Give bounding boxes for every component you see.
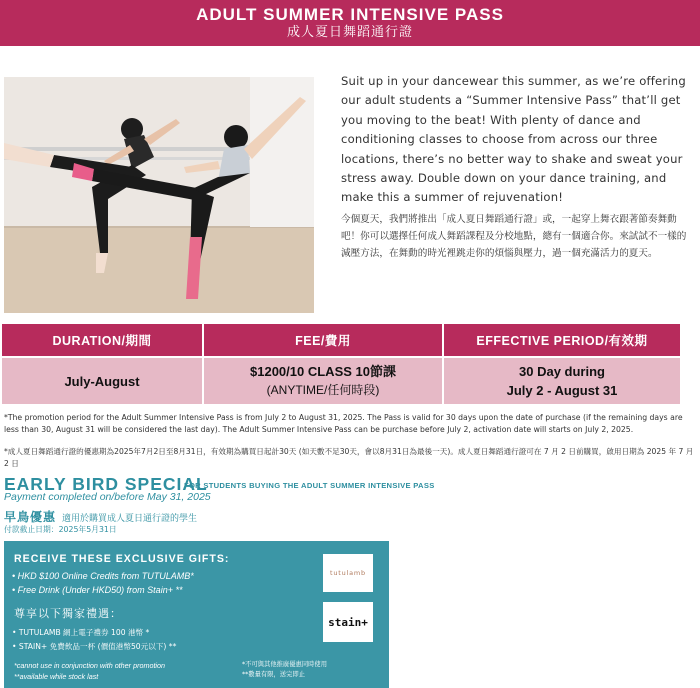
gifts-list-zh: [12, 626, 176, 654]
intro-text-zh: 今個夏天，我們將推出「成人夏日舞蹈通行證」或，一起穿上舞衣跟著節奏舞動吧！你可以選擇任何成人舞蹈課程及分校地點，總有一個適合你。來試試不一樣的減壓方法，在舞動的時光裡跳走你的煩惱與壓力，過一個充滿活力的夏天。: [341, 214, 687, 259]
duration-value: July-August: [64, 373, 140, 389]
early-bird-payment-deadline-zh: 付款截止日期：2025年5月31日: [4, 525, 117, 534]
stain-logo: [323, 602, 373, 642]
dancers-photo: [4, 77, 314, 313]
early-bird-title-zh: 早鳥優惠: [4, 510, 57, 524]
gifts-heading-en: RECEIVE THESE EXCLUSIVE GIFTS:: [14, 553, 230, 565]
header-banner: [0, 0, 700, 46]
gifts-panel: [4, 541, 389, 688]
tutulamb-logo-text: tutulamb: [330, 569, 366, 577]
period-value-line2: July 2 - August 31: [506, 383, 618, 398]
fee-header: FEE/費用: [204, 324, 442, 356]
pass-title-en: ADULT SUMMER INTENSIVE PASS: [196, 5, 504, 24]
terms-note-zh: *成人夏日舞蹈通行證的優惠期為2025年7月2日至8月31日，有效期為購買日起計30天 (如天數不足30天，會以8月31日為最後一天)。成人夏日舞蹈通行證可在 7 月 2 日前購買，啟用日期為 2025 年 7 月 2 日: [4, 447, 694, 468]
intro-text-en: Suit up in your dancewear this summer, as we’re offering our adult students a “Summer Intensive Pass” that’ll get you moving to the beat! With plenty of dance and conditioning classes to choose from across our three locations, there’s no better way to shake and sweat your stress away. Double down on your dance training, and make this a summer of rejuvenation!: [341, 74, 686, 205]
early-bird-eligibility-en: FOR STUDENTS BUYING THE ADULT SUMMER INTENSIVE PASS: [184, 481, 435, 490]
early-bird-eligibility-zh: 適用於購買成人夏日通行證的學生: [62, 514, 198, 524]
fee-value-cell: [204, 358, 442, 404]
footnote-while-stock-last: **available while stock last: [14, 672, 99, 681]
gift-item-tutulamb-credit: • HKD $100 Online Credits from TUTULAMB*: [12, 571, 194, 581]
early-bird-title: EARLY BIRD SPECIAL: [4, 474, 208, 494]
footnote-while-stock-last-zh: **數量有限，送完即止: [242, 671, 305, 678]
gift-item-tutulamb-credit-zh: • TUTULAMB 網上電子禮券 100 港幣 *: [12, 628, 150, 637]
gifts-heading-zh: 尊享以下獨家禮遇：: [14, 607, 122, 620]
fee-value: $1200/10 CLASS 10節課: [250, 364, 396, 379]
gifts-footnotes-en: [14, 660, 165, 682]
gift-item-stain-drink: • Free Drink (Under HKD50) from Stain+ **: [12, 585, 183, 595]
gift-item-stain-drink-zh: • STAIN+ 免費飲品一杯 (價值港幣50元以下) **: [12, 642, 177, 651]
footnote-no-conjunction: *cannot use in conjunction with other promotion: [14, 661, 166, 670]
duration-header: DURATION/期間: [2, 324, 202, 356]
period-value-line1: 30 Day during: [519, 364, 605, 379]
gifts-list-en: [12, 569, 194, 597]
gifts-footnotes-zh: [242, 660, 327, 680]
footnote-no-conjunction-zh: *不可與其他推廣優惠同時使用: [242, 661, 328, 668]
early-bird-payment-deadline-en: Payment completed on/before May 31, 2025: [4, 491, 211, 503]
fee-time-note: (ANYTIME/任何時段): [266, 383, 380, 397]
pass-details-table: [2, 324, 680, 404]
stain-logo-text: stain+: [328, 615, 368, 629]
dancers-illustration: [4, 77, 314, 313]
effective-period-value-cell: [444, 358, 680, 404]
duration-value-cell: [2, 358, 202, 404]
terms-note-en: *The promotion period for the Adult Summer Intensive Pass is from July 2 to August 31, 2025. The Pass is valid for 30 days upon the date of purchase (if the remaining days are less than 30, August 31 will be considered the last day). The Adult Summer Intensive Pass can be purchase before July 2, activation date will starts on July 2, 2025.: [4, 413, 683, 434]
tutulamb-logo: [323, 554, 373, 592]
effective-period-header: EFFECTIVE PERIOD/有效期: [444, 324, 680, 356]
pass-title-zh: 成人夏日舞蹈通行證: [286, 25, 413, 40]
